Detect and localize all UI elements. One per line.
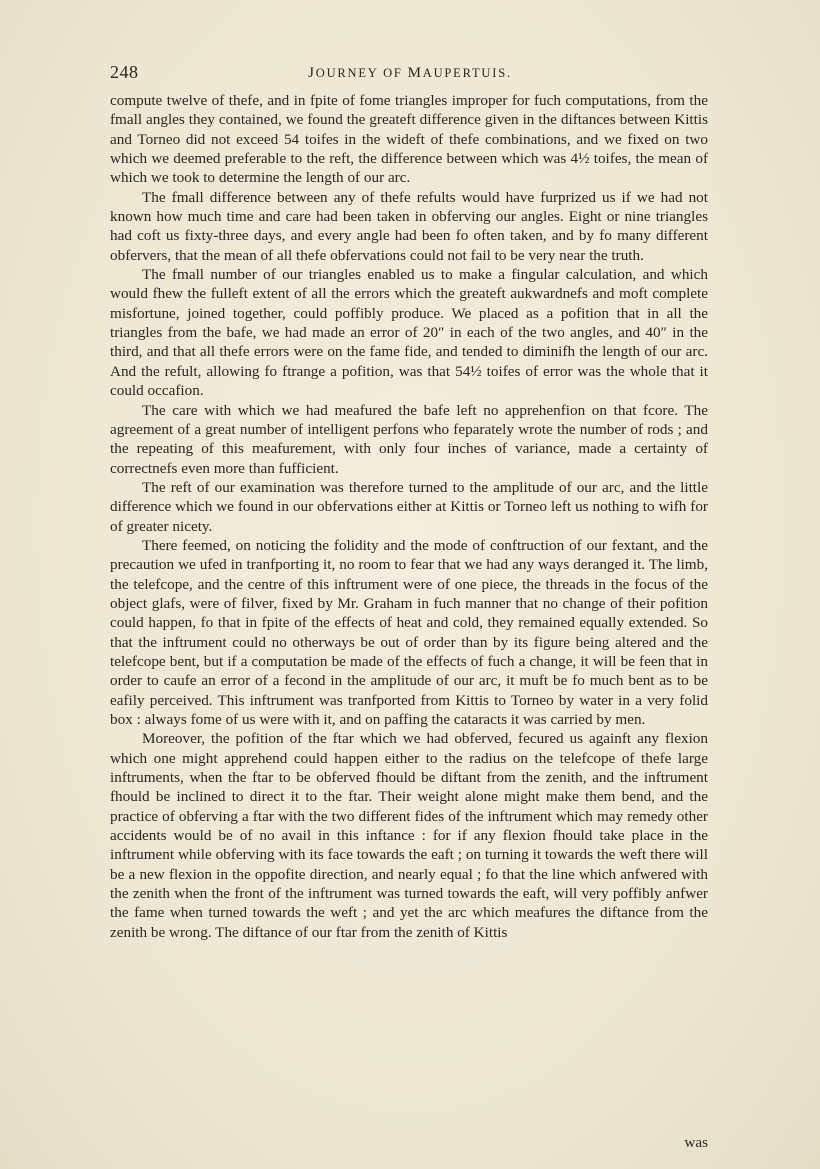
catchword: was: [684, 1134, 708, 1151]
paragraph: Moreover, the pofition of the ftar which we had obferved, fecured us againft any flexion which one might apprehend could happen either to the radius on the telefcope of thefe large inftruments, when the ftar to be obferved fhould be diftant from the zenith, and the inftrument fhould be inclined to direct it to the ftar. Their weight alone might make them bend, and the practice of obferving a ftar with the two different fides of the inftrument which may remedy other accidents would be of no avail in this inftance : for if any flexion fhould take place in the inftrument while obferving with its face towards the eaft ; on turning it towards the weft there will be a new flexion in the oppofite direction, and nearly equal ; fo that the line which anfwered with the zenith when the front of the inftrument was turned towards the eaft, will very poffibly anfwer the fame when turned towards the weft ; and yet the arc which meafures the diftance from the zenith be wrong. The diftance of our ftar from the zenith of Kittis: [110, 730, 708, 941]
paragraph: There feemed, on noticing the folidity and the mode of conftruction of our fextant, and the precaution we ufed in tranfporting it, no room to fear that we had any ways deranged it. The limb, the telefcope, and the centre of this inftrument were of one piece, the threads in the focus of the object glafs, were of filver, fixed by Mr. Graham in fuch manner that no change of their pofition could happen, fo that in fpite of the effects of heat and cold, they remained equally extended. So that the inftrument could no otherways be out of order than by its figure being altered and the telefcope bent, but if a computation be made of the effects of fuch a change, it will be feen that in order to caufe an error of a fecond in the amplitude of our arc, it muft be fo much bent as to be eafily perceived. This inftrument was tranfported from Kittis to Torneo by water in a very folid box : always fome of us were with it, and on paffing the cataracts it was carried by men.: [110, 536, 708, 728]
page-header: [110, 62, 710, 84]
paragraph: The care with which we had meafured the bafe left no apprehenfion on that fcore. The agreement of a great number of intelligent perfons who feparately wrote the number of rods ; and the repeating of this meafurement, with only four inches of variance, made a certainty of correctnefs even more than fufficient.: [110, 401, 708, 477]
page-number: 248: [110, 62, 139, 82]
body-text: [110, 91, 708, 942]
running-head: JOURNEY OF MAUPERTUIS.: [308, 65, 512, 81]
paragraph: The fmall difference between any of thefe refults would have furprized us if we had not known how much time and care had been taken in obferving our angles. Eight or nine triangles had coft us fixty-three days, and every angle had been fo often taken, and by fo many different obfervers, that the mean of all thefe obfervations could not fail to be very near the truth.: [110, 188, 708, 264]
paragraph: The reft of our examination was therefore turned to the amplitude of our arc, and the little difference which we found in our obfervations either at Kittis or Torneo left us nothing to wifh for of greater nicety.: [110, 478, 708, 535]
paragraph: compute twelve of thefe, and in fpite of fome triangles improper for fuch computations, from the fmall angles they contained, we found the greateft difference given in the diftances between Kittis and Torneo did not exceed 54 toifes in the wideft of thefe combinations, and we fixed on two which we deemed preferable to the reft, the difference between which was 4½ toifes, the mean of which we took to determine the length of our arc.: [110, 92, 708, 187]
paragraph: The fmall number of our triangles enabled us to make a fingular calculation, and which would fhew the fulleft extent of all the errors which the greateft aukwardnefs and moft complete misfortune, joined together, could poffibly produce. We placed as a pofition that in all the triangles from the bafe, we had made an error of 20″ in each of the two angles, and 40″ in the third, and that all thefe errors were on the fame fide, and tended to diminifh the length of our arc. And the refult, allowing fo ftrange a pofition, was that 54½ toifes of error was the whole that it could occafion.: [110, 266, 708, 400]
